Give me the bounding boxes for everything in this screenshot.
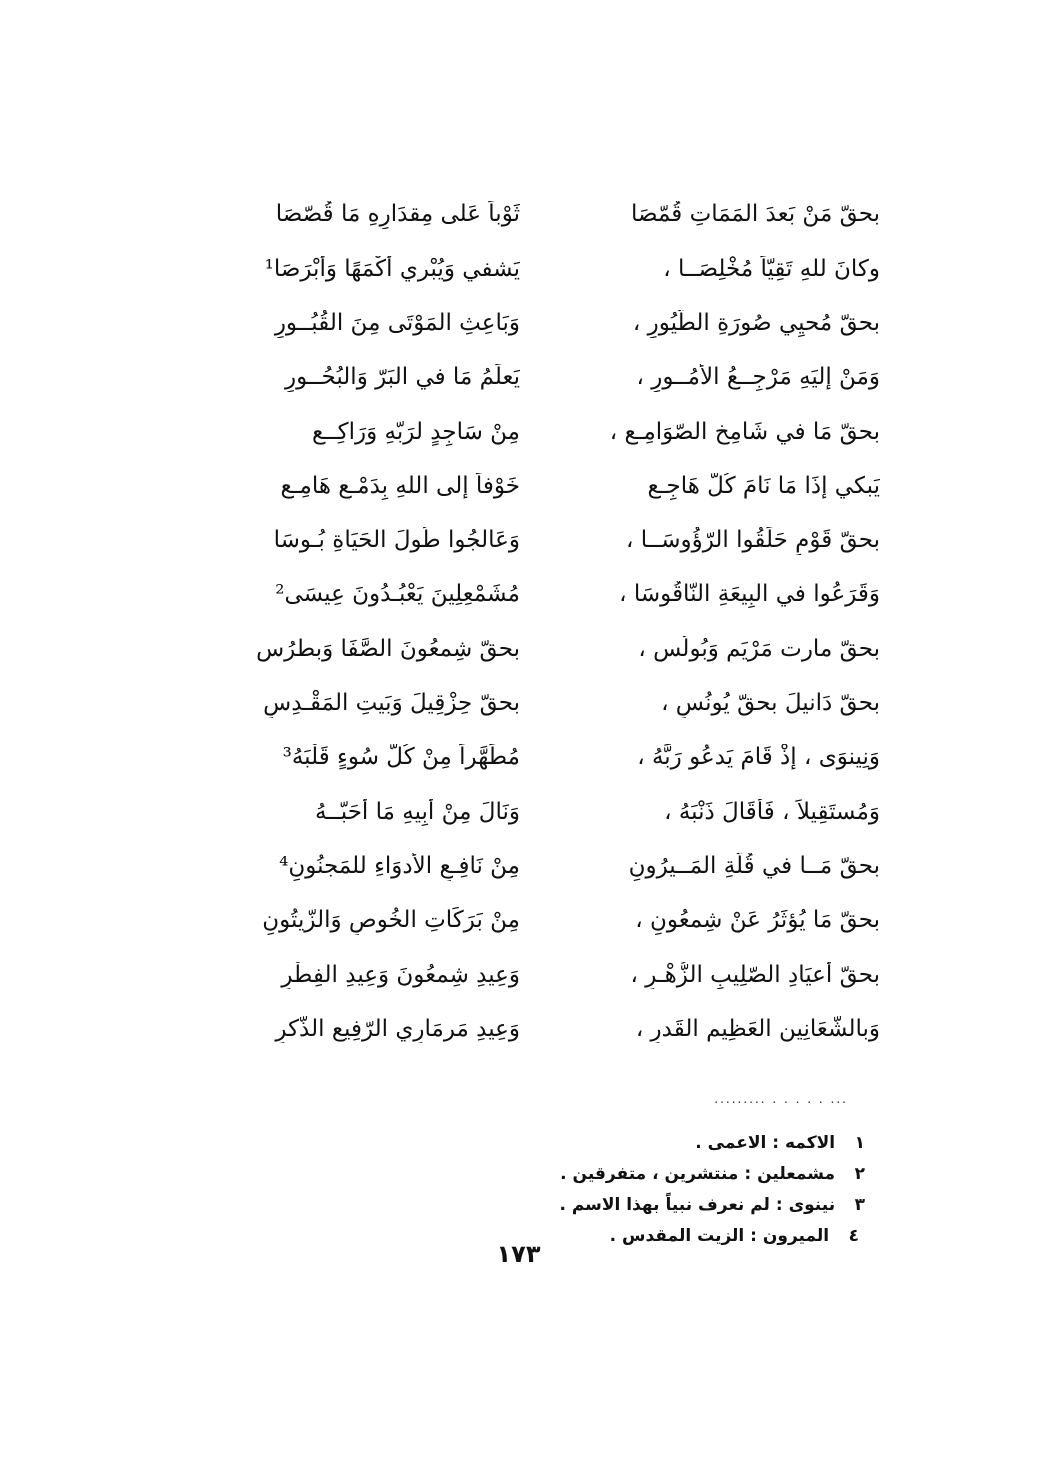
verse-first-hemistich: وَقَرَعُوا في البِيعَةِ النّاقُوسَا ، — [619, 581, 880, 608]
verse-first-hemistich: بحقّ مُحيِي صُورَةِ الطّيُورِ ، — [632, 309, 880, 336]
footnotes — [480, 1128, 865, 1252]
verse — [180, 948, 880, 1002]
verse-second-hemistich: وَعِيدِ مَرمَارِي الرّفِيعِ الذّكرِ — [275, 1015, 520, 1042]
footnote — [480, 1128, 865, 1159]
footnote-number: ٣ — [854, 1195, 865, 1215]
footnote — [480, 1159, 865, 1190]
footnote — [480, 1190, 865, 1221]
footnote-number: ٢ — [854, 1164, 865, 1184]
verse — [180, 785, 880, 839]
verse-second-hemistich: وَعِيدِ شِمعُونَ وَعِيدِ الفِطْرِ — [281, 961, 520, 988]
verse-second-hemistich: يَعلَمُ مَا في البَرّ وَالبُحُــورِ — [285, 364, 520, 391]
verse-second-hemistich: مُطَهَّراً مِنْ كُلّ سُوءٍ قَلْبَهُ³ — [282, 744, 520, 771]
verse-first-hemistich: بحقّ أعيَادِ الصّلِيبِ الزُّهْـرِ ، — [630, 961, 880, 988]
verse — [180, 351, 880, 405]
verse-first-hemistich: وَمُستَقِيلاً ، فَأقَالَ ذَنْبَهُ ، — [664, 798, 880, 825]
footnote-number: ١ — [854, 1133, 865, 1153]
verse-first-hemistich: وَبالشّعَانِينِ العَظِيمِ القَدرِ ، — [635, 1015, 880, 1042]
footnote-text: الميرون : الزيت المقدس . — [609, 1226, 830, 1246]
verse-first-hemistich: بحقّ مَا في شَامِخِ الصّوَامِـعِ ، — [609, 418, 880, 445]
poem — [180, 188, 880, 1057]
verse-first-hemistich: وَنِينوَى ، إذْ قَامَ يَدعُو رَبَّهُ ، — [637, 744, 880, 771]
verse-second-hemistich: وَنَالَ مِنْ أبِيهِ مَا أحَبّــهُ — [314, 798, 520, 825]
verse — [180, 242, 880, 296]
verse — [180, 297, 880, 351]
verse-second-hemistich: مِنْ سَاجِدٍ لرَبّهِ وَرَاكِــعِ — [311, 418, 520, 445]
verse-second-hemistich: مِنْ نَافِـعِ الأدوَاءِ للمَجنُونِ⁴ — [279, 852, 520, 879]
verse-first-hemistich: وَمَنْ إليَهِ مَرْجِــعُ الأمُــورِ ، — [636, 364, 880, 391]
verse-second-hemistich: بحقّ شِمعُونَ الصَّفَا وَبطرُسِ — [256, 635, 520, 662]
verse — [180, 459, 880, 513]
verse — [180, 1002, 880, 1056]
verse-second-hemistich: ثَوْباً عَلى مِقدَارِهِ مَا قُصّصَا — [275, 201, 520, 228]
verse — [180, 894, 880, 948]
verse — [180, 840, 880, 894]
verse-first-hemistich: بحقّ مَنْ بَعدَ المَمَاتِ قُمّصَا — [631, 201, 880, 228]
verse — [180, 514, 880, 568]
verse-first-hemistich: وكانَ للهِ تَقِيّاً مُخْلِصَــا ، — [663, 255, 880, 282]
verse — [180, 188, 880, 242]
footnote-number: ٤ — [848, 1226, 859, 1246]
verse-second-hemistich: يَشفي وَيُبْري أكْمَهًا وَأبْرَصَا¹ — [264, 255, 520, 282]
verse-first-hemistich: بحقّ مارت مَرْيَمٍ وَبُولُسِ ، — [638, 635, 880, 662]
verse-first-hemistich: يَبكي إذَا مَا نَامَ كُلُّ هَاجِـعِ — [647, 472, 880, 499]
verse — [180, 405, 880, 459]
verse-first-hemistich: بحقّ قَوْمٍ حَلَقُوا الرّؤُوسَــا ، — [625, 527, 880, 554]
verse-second-hemistich: وَبَاعِثِ المَوْتَى مِنَ القُبُــورِ — [274, 309, 520, 336]
footnote-divider: ... . . . . . ......... — [714, 1092, 848, 1106]
footnote-text: الاكمه : الاعمى . — [695, 1133, 836, 1153]
verse — [180, 622, 880, 676]
verse — [180, 568, 880, 622]
verse-first-hemistich: بحقّ دَانيلَ بحقّ يُونُسِ ، — [661, 690, 880, 717]
footnote-text: مشمعلين : منتشرين ، متفرقين . — [560, 1164, 836, 1184]
verse-first-hemistich: بحقّ مَا يُؤثَرُ عَنْ شِمعُونِ ، — [635, 907, 880, 934]
verse-second-hemistich: مُشَمْعِلِينَ يَعْبُـدُونَ عِيسَى² — [275, 581, 520, 608]
verse — [180, 731, 880, 785]
verse-second-hemistich: مِنْ بَرَكَاتِ الخُوصِ وَالزّيتُونِ — [262, 907, 520, 934]
page-number: ١٧٣ — [496, 1240, 541, 1268]
footnote-text: نينوى : لم نعرف نبياً بهذا الاسم . — [559, 1195, 836, 1215]
verse — [180, 677, 880, 731]
verse-second-hemistich: بحقّ حِزْقِيلَ وَبَيتِ المَقْـدِسِ — [263, 690, 520, 717]
verse-second-hemistich: خَوْفاً إلى اللهِ بِدَمْـعٍ هَامِـعِ — [280, 472, 520, 499]
verse-second-hemistich: وَعَالجُوا طُولَ الحَيَاةِ بُـوسَا — [273, 527, 520, 554]
verse-first-hemistich: بحقّ مَــا في قُلّةِ المَــيرُونِ — [628, 852, 880, 879]
